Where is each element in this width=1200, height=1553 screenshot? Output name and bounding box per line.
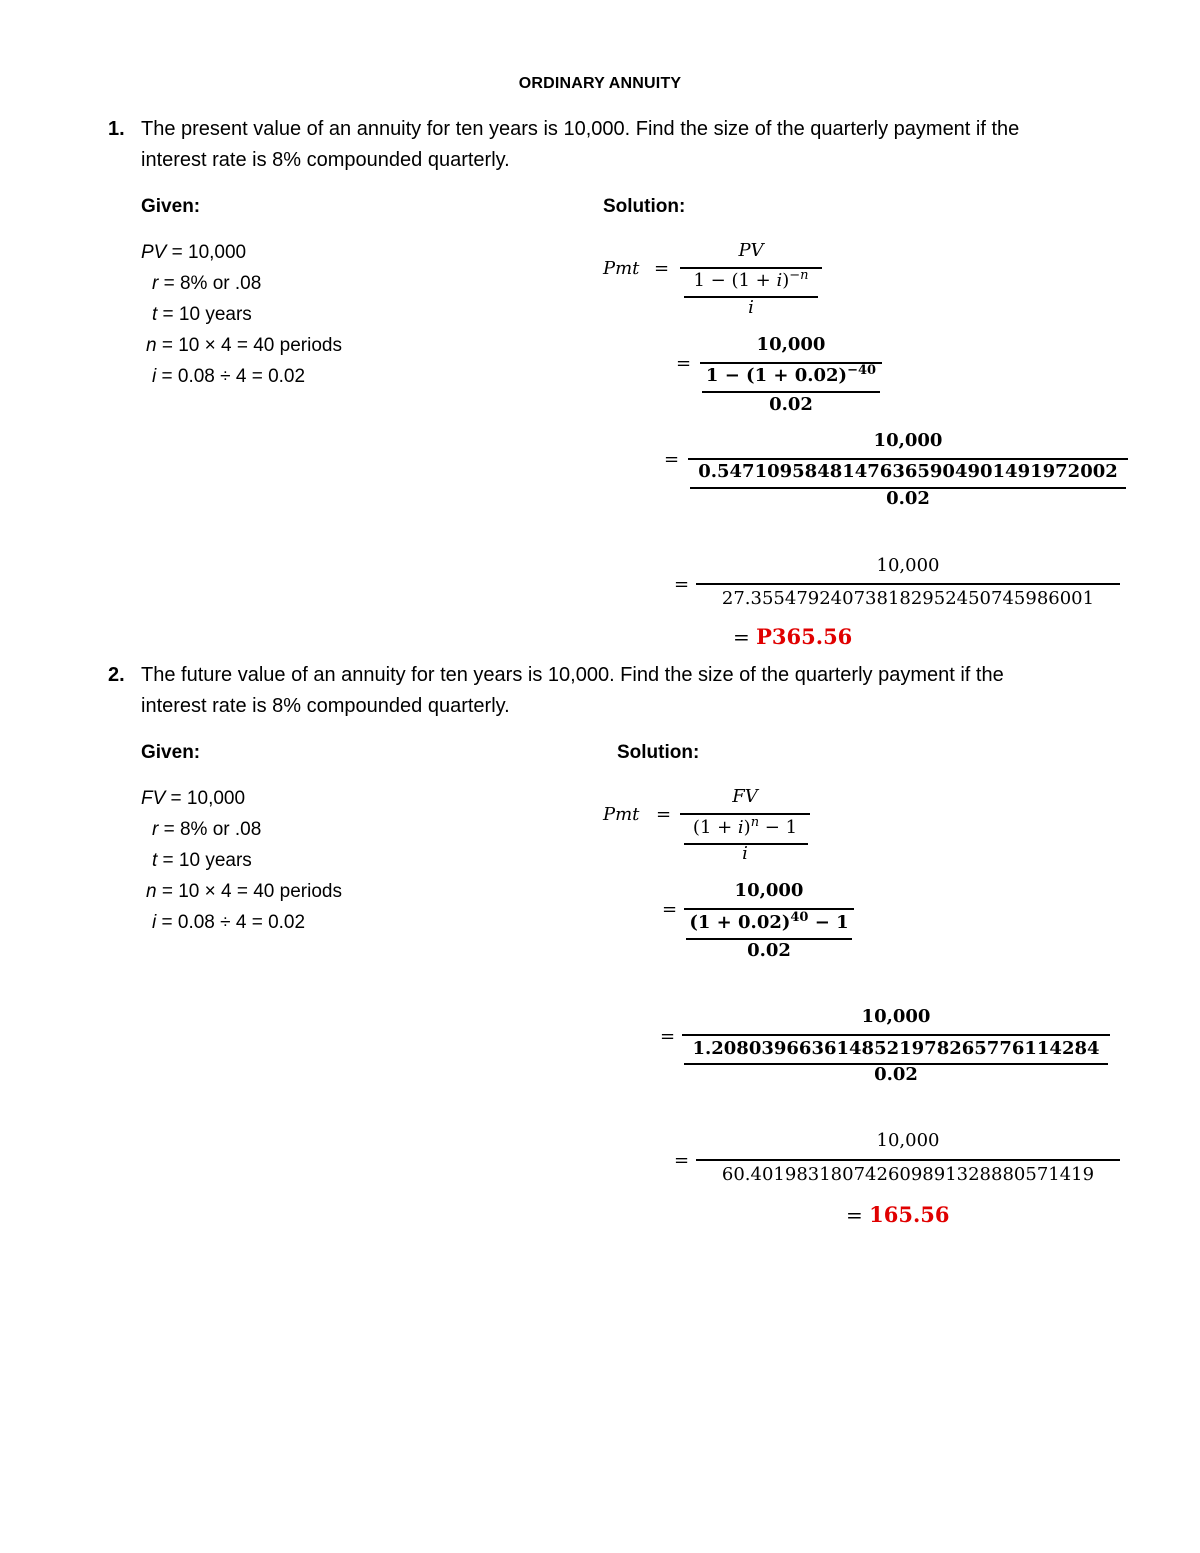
solution-heading: Solution:: [617, 742, 700, 763]
step-numerator: 10,000: [734, 880, 804, 901]
step-denominator-bottom: 0.02: [886, 488, 930, 509]
step-numerator: 10,000: [861, 1006, 931, 1027]
given-item: r = 8% or .08: [152, 819, 262, 840]
fraction-bar: [696, 583, 1120, 585]
given-heading: Given:: [141, 742, 201, 763]
given-item: n = 10 × 4 = 40 periods: [146, 335, 342, 356]
problem-text-line1: The future value of an annuity for ten years is 10,000. Find the size of the quarterly payment if the: [141, 664, 1004, 686]
formula-numerator: PV: [738, 240, 764, 261]
problem-text-line2: interest rate is 8% compounded quarterly.: [141, 695, 510, 717]
step-numerator: 10,000: [756, 334, 826, 355]
fraction-bar: [688, 458, 1128, 460]
equals-sign: =: [674, 574, 690, 595]
fraction-bar: [684, 908, 854, 910]
page-title: ORDINARY ANNUITY: [518, 75, 682, 92]
equals-sign: =: [654, 258, 670, 279]
formula-denominator-bottom: 𝑖: [748, 297, 754, 318]
equals-sign: =: [676, 353, 692, 374]
formula-denominator-top: 1 − (1 + 𝑖)$^{-𝑛}$: [693, 268, 809, 291]
step-denominator-bottom: 0.02: [747, 940, 791, 961]
step-denominator-top: 0.54710958481476365904901491972002: [698, 461, 1118, 482]
formula-denominator-top: (1 + 𝑖)$^𝑛$ − 1: [692, 815, 798, 838]
fraction-bar: [680, 813, 810, 815]
equals-sign: =: [662, 899, 678, 920]
given-item: i = 0.08 ÷ 4 = 0.02: [152, 912, 306, 933]
result: = 165.56: [846, 1202, 950, 1227]
answer-value: 165.56: [869, 1202, 950, 1227]
fraction-bar: [696, 1159, 1120, 1161]
given-heading: Given:: [141, 196, 201, 217]
step-denominator-top: $1 - (1 + 0.02)^{-40}$: [705, 363, 877, 386]
solution-heading: Solution:: [603, 196, 686, 217]
given-item: FV = 10,000: [141, 788, 246, 809]
problem-text-line1: The present value of an annuity for ten years is 10,000. Find the size of the quarterly payment if the: [141, 118, 1020, 140]
step-denominator-top: 1.2080396636148521978265776114284: [692, 1038, 1100, 1059]
given-item: t = 10 years: [152, 304, 252, 325]
step-denominator-bottom: 0.02: [874, 1064, 918, 1085]
result: = P365.56: [733, 624, 853, 649]
step-denominator-bottom: 0.02: [769, 394, 813, 415]
step-numerator: 10,000: [873, 430, 943, 451]
fraction-bar: [702, 391, 880, 393]
fraction-bar: [682, 1034, 1110, 1036]
step-denominator: 60.401983180742609891328880571419: [721, 1164, 1095, 1185]
problem-number: 1.: [108, 118, 125, 140]
given-item: r = 8% or .08: [152, 273, 262, 294]
step-numerator: 10,000: [876, 1130, 940, 1151]
equals-sign: =: [674, 1150, 690, 1171]
formula-denominator-bottom: 𝑖: [742, 843, 748, 864]
step-denominator-top: $(1 + 0.02)^{40} - 1$: [689, 910, 849, 933]
given-item: n = 10 × 4 = 40 periods: [146, 881, 342, 902]
answer-value: P365.56: [756, 624, 853, 649]
step-denominator: 27.355479240738182952450745986001: [721, 588, 1095, 609]
problem-text-line2: interest rate is 8% compounded quarterly.: [141, 149, 510, 171]
given-item: PV = 10,000: [141, 242, 247, 263]
equals-sign: =: [656, 804, 672, 825]
equals-sign: =: [664, 449, 680, 470]
problem-number: 2.: [108, 664, 125, 686]
given-item: t = 10 years: [152, 850, 252, 871]
formula-lhs: Pmt: [603, 804, 640, 825]
step-numerator: 10,000: [876, 555, 940, 576]
given-item: i = 0.08 ÷ 4 = 0.02: [152, 366, 306, 387]
formula-numerator: FV: [732, 786, 758, 807]
equals-sign: =: [660, 1026, 676, 1047]
formula-lhs: Pmt: [603, 258, 640, 279]
